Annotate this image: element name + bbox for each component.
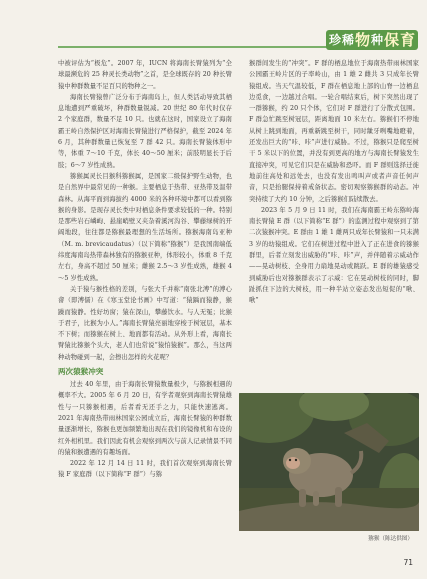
section-heading: 两次猿猴冲突 [58, 367, 104, 377]
macaque-leg [335, 487, 342, 507]
macaque-leg [313, 491, 319, 506]
macaque-illustration [239, 393, 419, 531]
badge-char-3: 物 [354, 31, 370, 49]
paragraph: 2023 年 5 月 9 日 11 时，我们在海南霸王岭东猕岭海南长臂猿 E 群（以下简称“E 群”）的监测过程中观察到了第二次猿猴冲突。E 群由 1 雄 1 雌两只成年长臂猿和一只未满 3 岁的幼猿组成。它们在树进过程中进入了正在进食的猕猴群里，后者立刻发出威胁的“咔、咔”声，并伴随着示威动作——晃动树枝、全身用力扇地晃动或跳跃。E 群的雄猿感受到威胁后也对猕猴群表示了示威：它在晃动树枝的同时，脚趾抓住下边的大树枝，用一种半站立姿态发出短促的“啾、啾” [249, 206, 419, 305]
badge-char-5: 保 [384, 31, 400, 49]
header-rule [58, 46, 358, 48]
paragraph: 猕猴属灵长目猴科猕猴属，是国家二级保护野生动物，也是自然界中最常见的一种猴。主要栖息于热带、亚热带及温带森林。从海平面到海拔约 4000 米的各种环境中都可以看到猕猴的身影。是现存灵长类中对栖息条件要求较低的一种。特别是那些岩石嶙峋、悬崖峭壁又夹杂着溪河沟谷、攀藤绿树的开阔地段，往往都是猕猴最理想的生活场所。猕猴海南岛亚种（M. m. brevicaudatus）（以下简称“猕猴”）是我国南端低纬度海南岛热带森林独有的猕猴亚种，体形较小，体重 8 千克左右，身高不超过 50 厘米；雌猴 2.5～3 岁性成熟，雄猴 4～5 岁性成熟。 [58, 172, 232, 282]
right-column [249, 58, 419, 307]
paragraph: 猴群间发生的“冲突”。F 群的栖息地位于海南热带雨林国家公园霸王岭片区的子率岭山，由 1 雄 2 雌共 3 只成年长臂猿组成。当天气温较低，F 群在栖息地上部的山脊一边栖息边觅食，一边越过合唱。一轮合唱结束后，树下突然出现了一群猕猴，约 20 只个体，它们对 F 群进行了分散式包围。F 群急忙跳至树冠层，距离地面 10 米左右。猕猴们不停地从树上跳到地面，再重新跳至树干，同时龇牙咧嘴地瞪着，还发出巨大的“咔、咔”声进行威胁。不过，猕猴只是爬至树干 5 米以下的位置，并没有到更高的地方与海南长臂猿发生直接冲突，可见它们只是在威胁和恐吓。而 F 群则选择迁徙地前往高处和远处去，也没有发出鸣叫声或者声音任何声音，只是抬腿保持着戒备状态。密切观察猕猴群的动态。冲突持续了大约 10 分钟，之后猕猴们陆续散去。 [249, 60, 419, 203]
macaque-photo [239, 393, 419, 531]
badge-char-1: 珍 [328, 33, 341, 47]
macaque-eye [295, 459, 297, 461]
badge-char-6: 育 [400, 31, 416, 49]
section-badge [326, 30, 418, 50]
paragraph: 关于猿与猴性格的差别，与张大千并称“南张北溥”的溥心畲（即溥儒）在《寒玉堂论书画》中写道：“猿踽而猿静，猴躁而猿静。性好坊窗；猿在深山，攀藤饮水。与人无冤；比猴于君子，比猴为小人。”海南长臂猿亮丽地穿梭于树冠层，基本不下树；而猕猴在树上、地面都有活动。从外形上看，海南长臂猿比猕猴个头大，老人们也常说“猿怕猿猴”。那么，当这两种动物碰到一起，会擦出怎样的火花呢？ [58, 285, 232, 361]
macaque-eye [289, 459, 291, 461]
paragraph: 中被评估为“极危”。2007 年，IUCN 将海南长臂猿列为“全球最濒危的 25 种灵长类动物”之首，是全球既存的 20 种长臂猿中种群数量不足百只的物种之一。 [58, 60, 232, 90]
badge-char-4: 种 [371, 33, 384, 47]
paragraph: 过去 40 年里，由于海南长臂猿数量极少，与猕猴相遇的概率不大。2005 年 6 月 20 日，有学者观察到海南长臂猿雄性与一只猕猴相遇，后者看无还手之力，只能快速逃离。2021 年海南热带雨林国家公园成立后，海南长臂猿的种群数量逐渐增长，猕猴也更加频繁地出现在我们的镜像机和布设的红外相机里。我们因此有机会观察到两次与前人记录情景不同的猿和猴遭遇的有趣场面。 [58, 381, 232, 456]
macaque-leg [299, 489, 306, 507]
photo-caption: 猕猴（陈达供图） [368, 536, 413, 542]
page-number: 71 [403, 558, 413, 567]
badge-char-2: 稀 [341, 33, 354, 47]
macaque-face [286, 457, 300, 469]
paragraph: 2022 年 12 月 14 日 11 时，我们首次观察到海南长臂猿 F 家庭群（以下简称“F 群”）与猕 [58, 460, 232, 479]
left-column [58, 58, 232, 481]
paragraph: 海南长臂猿曾广泛分布于海南岛上，但人类活动导致其栖息地遭到严重破坏，种群数量锐减。20 世纪 80 年代时仅存 2 个家庭群，数量不足 10 只。也就在这时，国家设立了海南霸王岭自然保护区对海南长臂猿进行严格保护，截至 2024 年 6 月，其种群数量已恢复至 7 群 42 只。海南长臂猿体形中等，体重 7～10 千克，体长 40～50 厘米；前肢明显长于后肢；6～7 岁性成熟。 [58, 93, 232, 169]
